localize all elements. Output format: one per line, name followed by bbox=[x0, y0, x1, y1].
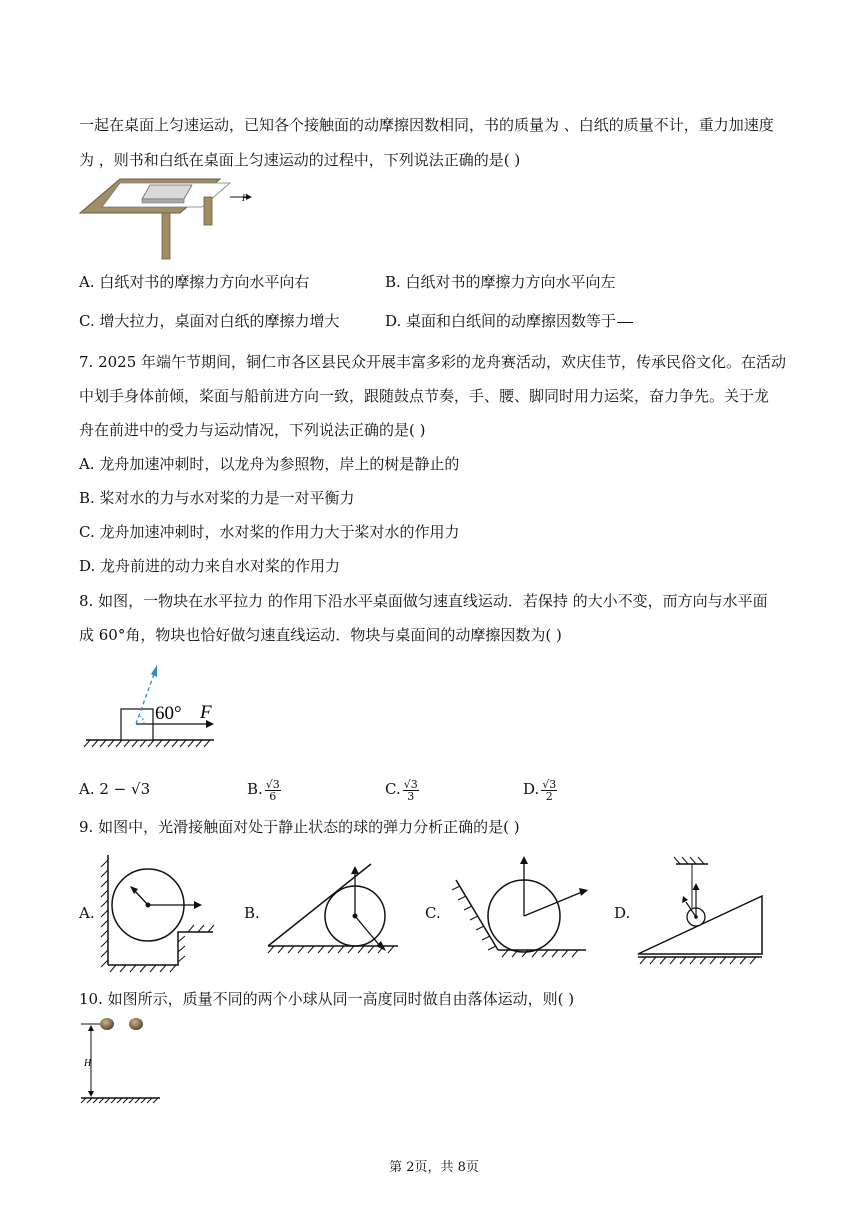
q8-option-b-fraction bbox=[265, 779, 281, 802]
q8-option-a[interactable]: A. 2 − √3 bbox=[79, 780, 151, 798]
q10-figure bbox=[78, 1012, 188, 1102]
q6-option-c[interactable]: C. 增大拉力，桌面对白纸的摩擦力增大 bbox=[79, 312, 340, 330]
q10-stem: 10. 如图所示，质量不同的两个小球从同一高度同时做自由落体运动，则( ) bbox=[79, 990, 575, 1008]
q8-option-b-denominator: 6 bbox=[269, 789, 277, 803]
q8-angle-label: 60° bbox=[155, 703, 182, 724]
q8-option-b-prefix: B. bbox=[247, 780, 263, 798]
q6-option-d-text: D. 桌面和白纸间的动摩擦因数等于 bbox=[385, 312, 617, 330]
q7-option-c[interactable]: C. 龙舟加速冲刺时，水对桨的作用力大于桨对水的作用力 bbox=[79, 523, 460, 541]
q8-option-c-prefix: C. bbox=[385, 780, 401, 798]
q8-option-c-numerator: √3 bbox=[403, 777, 418, 791]
q6-table-figure bbox=[80, 175, 260, 265]
q7-option-b[interactable]: B. 桨对水的力与水对桨的力是一对平衡力 bbox=[79, 489, 355, 507]
q9-figure-b bbox=[266, 850, 406, 975]
q6-option-b[interactable]: B. 白纸对书的摩擦力方向水平向左 bbox=[385, 273, 616, 291]
q9-figure-c bbox=[448, 850, 598, 975]
q8-option-c[interactable] bbox=[385, 774, 419, 804]
page-footer: 第 2页，共 8页 bbox=[389, 1160, 479, 1175]
q8-block-figure bbox=[84, 658, 234, 758]
q7-option-d[interactable]: D. 龙舟前进的动力来自水对桨的作用力 bbox=[79, 557, 341, 575]
q8-option-d[interactable] bbox=[523, 774, 557, 804]
q8-stem-line2: 成 60°角，物块也恰好做匀速直线运动．物块与桌面间的动摩擦因数为( ) bbox=[79, 626, 562, 644]
q7-option-a[interactable]: A. 龙舟加速冲刺时，以龙舟为参照物，岸上的树是静止的 bbox=[79, 455, 460, 473]
q6-option-a[interactable]: A. 白纸对书的摩擦力方向水平向右 bbox=[79, 273, 310, 291]
q8-force-label: F bbox=[200, 702, 212, 723]
q8-option-b[interactable] bbox=[247, 774, 281, 804]
q8-option-d-numerator: √3 bbox=[542, 777, 557, 791]
q9-stem: 9. 如图中，光滑接触面对处于静止状态的球的弹力分析正确的是( ) bbox=[79, 818, 520, 836]
q10-height-label: H bbox=[84, 1058, 92, 1069]
q8-option-c-fraction bbox=[403, 779, 419, 802]
q6-option-d[interactable] bbox=[385, 311, 633, 331]
q8-option-d-prefix: D. bbox=[523, 780, 540, 798]
q6-stem-line1: 一起在桌面上匀速运动，已知各个接触面的动摩擦因数相同，书的质量为 、白纸的质量不计，重力加速度 bbox=[79, 116, 774, 134]
q8-option-d-fraction bbox=[541, 779, 557, 802]
q9-figure-d bbox=[636, 850, 776, 975]
q9-label-b[interactable]: B. bbox=[244, 904, 260, 922]
q8-option-c-denominator: 3 bbox=[407, 789, 415, 803]
q6-option-d-blank-line bbox=[617, 322, 633, 323]
q7-stem-line2: 中划手身体前倾，桨面与船前进方向一致，跟随鼓点节奏，手、腰、脚同时用力运桨，奋力争先。关于龙 bbox=[79, 387, 770, 405]
q7-stem-line3: 舟在前进中的受力与运动情况，下列说法正确的是( ) bbox=[79, 421, 426, 439]
q9-label-d[interactable]: D. bbox=[614, 904, 631, 922]
q9-label-a[interactable]: A. bbox=[79, 904, 95, 922]
q9-label-c[interactable]: C. bbox=[425, 904, 441, 922]
q8-stem-line1: 8. 如图，一物块在水平拉力 的作用下沿水平桌面做匀速直线运动．若保持 的大小不变，而方向与水平面 bbox=[79, 592, 768, 610]
q8-option-d-denominator: 2 bbox=[545, 789, 553, 803]
q6-stem-line2: 为 ，则书和白纸在桌面上匀速运动的过程中，下列说法正确的是( ) bbox=[79, 151, 521, 169]
q9-figure-a bbox=[98, 850, 218, 975]
q7-stem-line1: 7. 2025 年端午节期间，铜仁市各区县民众开展丰富多彩的龙舟赛活动，欢庆佳节，传承民俗文化。在活动 bbox=[79, 353, 787, 371]
q8-option-b-numerator: √3 bbox=[265, 777, 280, 791]
q6-force-label: F bbox=[242, 193, 248, 203]
